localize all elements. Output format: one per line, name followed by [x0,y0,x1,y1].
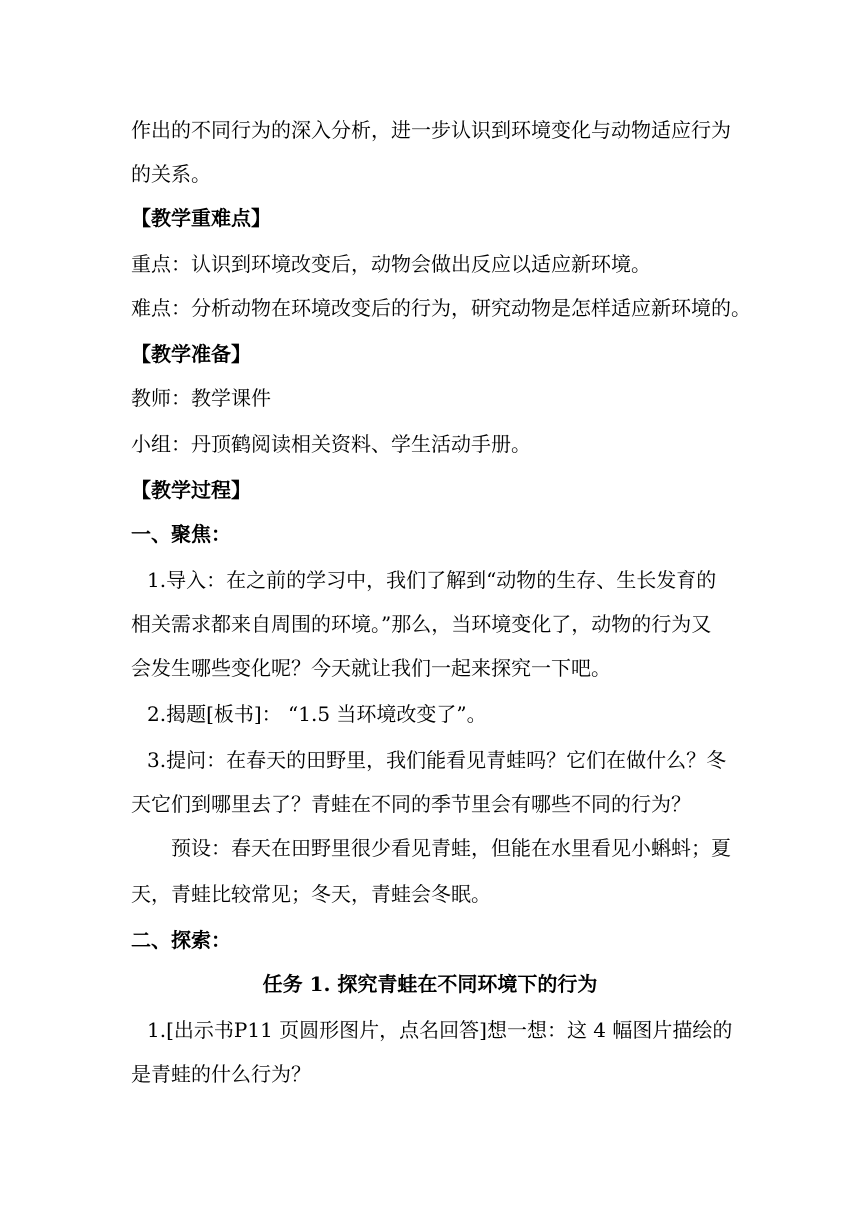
section-heading-preparation: 【教学准备】 [131,342,251,366]
preset-answer-line-1: 预设：春天在田野里很少看见青蛙，但能在水里看见小蝌蚪；夏 [171,836,731,860]
focus-item-1-line-3: 会发生哪些变化呢？今天就让我们一起来探究一下吧。 [131,656,611,680]
group-preparation-text: 小组：丹顶鹤阅读相关资料、学生活动手册。 [131,432,531,456]
section-heading-difficulty: 【教学重难点】 [131,206,271,230]
preset-answer-line-2: 天，青蛙比较常见；冬天，青蛙会冬眠。 [131,882,491,906]
intro-text-line-2: 的关系。 [131,162,211,186]
focus-item-2: 2.揭题[板书]： “1.5 当环境改变了”。 [147,702,487,726]
focus-item-1-line-1: 1.导入：在之前的学习中，我们了解到“动物的生存、生长发育的 [147,568,717,592]
key-point-text: 重点：认识到环境改变后，动物会做出反应以适应新环境。 [131,252,651,276]
focus-item-1-line-2: 相关需求都来自周围的环境。”那么，当环境变化了，动物的行为又 [131,612,712,636]
focus-item-3-line-1: 3.提问：在春天的田野里，我们能看见青蛙吗？它们在做什么？冬 [147,748,727,772]
intro-text-line-1: 作出的不同行为的深入分析，进一步认识到环境变化与动物适应行为 [131,118,731,142]
focus-item-3-line-2: 天它们到哪里去了？青蛙在不同的季节里会有哪些不同的行为？ [131,792,691,816]
section-heading-process: 【教学过程】 [131,478,251,502]
task-title: 任务 1. 探究青蛙在不同环境下的行为 [262,972,598,996]
subheading-explore: 二、探索： [131,928,231,952]
teacher-preparation-text: 教师：教学课件 [131,386,271,410]
difficult-point-text: 难点：分析动物在环境改变后的行为，研究动物是怎样适应新环境的。 [131,296,751,320]
explore-item-1-line-1: 1.[出示书P11 页圆形图片，点名回答]想一想：这 4 幅图片描绘的 [147,1018,733,1042]
subheading-focus: 一、聚焦： [131,522,231,546]
explore-item-1-line-2: 是青蛙的什么行为？ [131,1062,311,1086]
